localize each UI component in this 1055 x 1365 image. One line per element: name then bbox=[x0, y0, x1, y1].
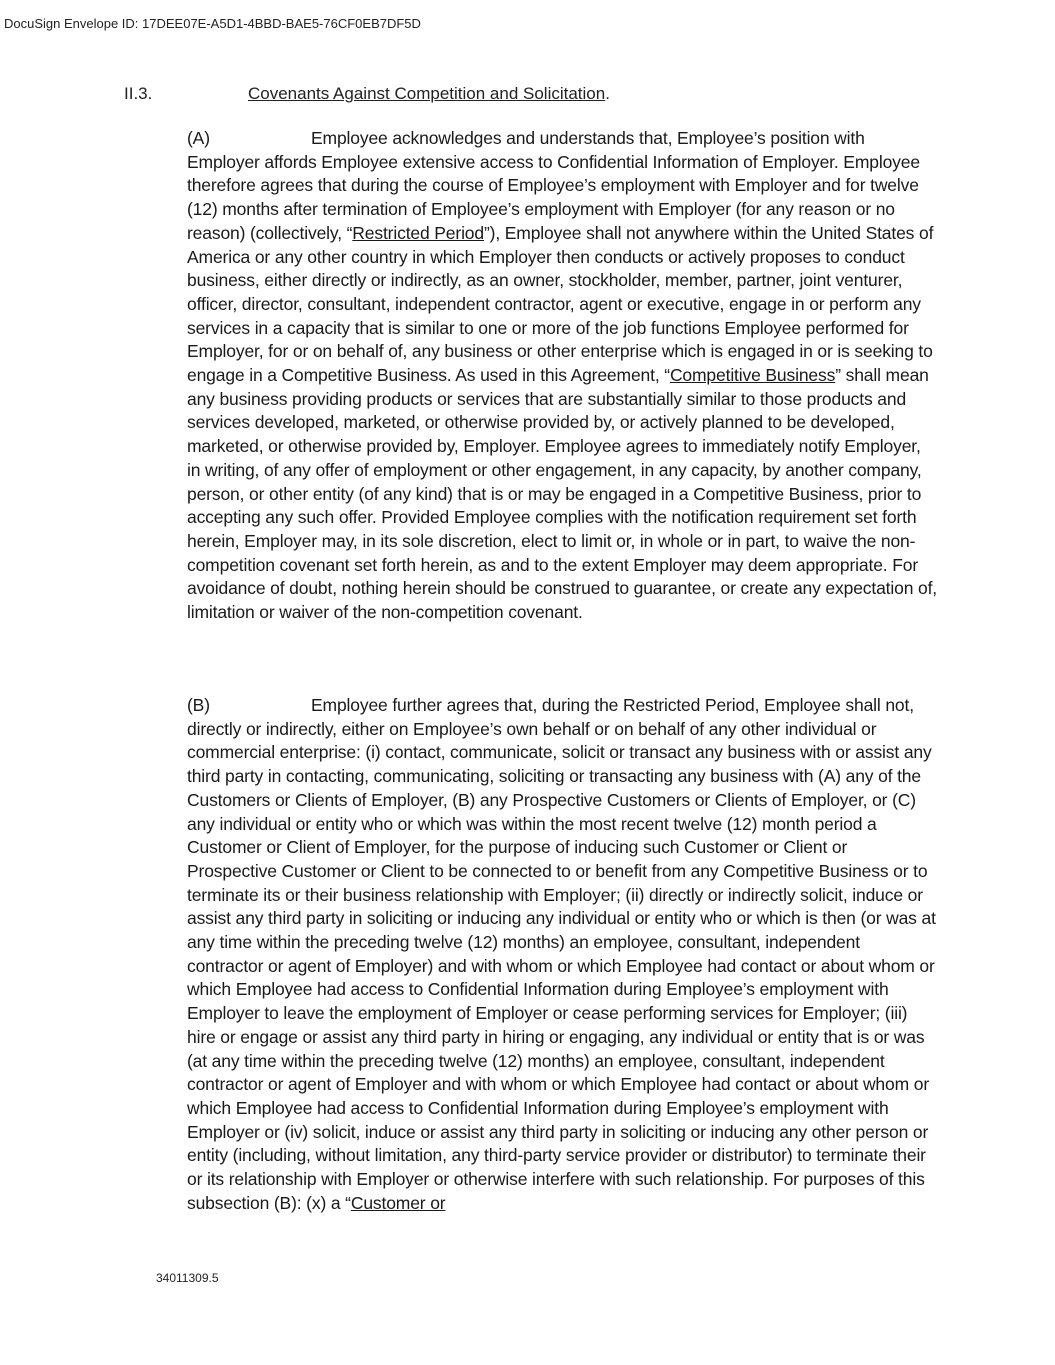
section-title-punct: . bbox=[605, 84, 610, 103]
defined-term-customer-or: Customer or bbox=[350, 1192, 446, 1213]
paragraph-b bbox=[187, 694, 937, 1215]
section-title bbox=[248, 84, 610, 104]
document-number: 34011309.5 bbox=[156, 1271, 219, 1285]
defined-term-competitive-business: Competitive Business bbox=[669, 365, 836, 386]
paragraph-a-text-3: ” shall mean any business providing products or services that are substantially similar to those products and services developed, marketed, or otherwise provided by, or actively planned to be developed, marketed, or otherwise provided by, Employer. Employee agrees to immediately notify Employer, in writing, of any offer of employment or other engagement, in any capacity, by another company, person, or other entity (of any kind) that is or may be engaged in a Competitive Business, prior to accepting any such offer. Provided Employee complies with the notification requirement set forth herein, Employer may, in its sole discretion, elect to limit or, in whole or in part, to waive the non-competition covenant set forth herein, as and to the extent Employer may deem appropriate. For avoidance of doubt, nothing herein should be construed to guarantee, or create any expectation of, limitation or waiver of the non-competition covenant. bbox=[187, 365, 938, 623]
paragraph-b-text-1: Employee further agrees that, during the Restricted Period, Employee shall not, directly or indirectly, either on Employee’s own behalf or on behalf of any other individual or commercial enterprise: (i) contact, communicate, solicit or transact any business with or assist any third party in contacting, communicating, soliciting or transacting any business with (A) any of the Customers or Clients of Employer, (B) any Prospective Customers or Clients of Employer, or (C) any individual or entity who or which was within the most recent twelve (12) month period a Customer or Client of Employer, for the purpose of inducing such Customer or Client or Prospective Customer or Client to be connected to or benefit from any Competitive Business or to terminate its or their business relationship with Employer; (ii) directly or indirectly solicit, induce or assist any third party in soliciting or inducing any individual or entity who or which is then (or was at any time within the preceding twelve (12) months) an employee, consultant, independent contractor or agent of Employer) and with whom or which Employee had contact or about whom or which Employee had access to Confidential Information during Employee’s employment with Employer to leave the employment of Employer or cease performing services for Employer; (iii) hire or engage or assist any third party in hiring or engaging, any individual or entity that is or was (at any time within the preceding twelve (12) months) an employee, consultant, independent contractor or agent of Employer and with whom or which Employee had contact or about whom or which Employee had access to Confidential Information during Employee’s employment with Employer or (iv) solicit, induce or assist any third party in soliciting or inducing any other person or entity (including, without limitation, any third-party service provider or distributor) to terminate their or its relationship with Employer or otherwise interfere with such relationship. For purposes of this subsection (B): (x) a “ bbox=[187, 695, 936, 1213]
paragraph-a-text-1: Employee acknowledges and understands that, Employee’s position with Employer affords Employee extensive access to Confidential Information of Employer. Employee therefore agrees that during the course of Employee’s employment with Employer and for twelve (12) months after termination of Employee’s employment with Employer (for any reason or no reason) (collectively, “ bbox=[187, 128, 920, 243]
defined-term-restricted-period: Restricted Period bbox=[352, 222, 484, 243]
paragraph-a-text-2: ”), Employee shall not anywhere within the United States of America or any other country in which Employer then conducts or actively proposes to conduct business, either directly or indirectly, as an owner, stockholder, member, partner, joint venturer, officer, director, consultant, independent contractor, agent or executive, engage in or perform any services in a capacity that is similar to one or more of the job functions Employee performed for Employer, for or on behalf of, any business or other enterprise which is engaged in or is seeking to engage in a Competitive Business. As used in this Agreement, “ bbox=[187, 222, 934, 386]
section-number: II.3. bbox=[124, 84, 153, 103]
paragraph-a-label: (A) bbox=[187, 128, 210, 148]
section-title-text: Covenants Against Competition and Solicitation bbox=[248, 84, 606, 103]
paragraph-b-label: (B) bbox=[187, 695, 210, 715]
paragraph-a bbox=[187, 127, 937, 625]
docusign-envelope-id: DocuSign Envelope ID: 17DEE07E-A5D1-4BBD-BAE5-76CF0EB7DF5D bbox=[4, 16, 421, 31]
